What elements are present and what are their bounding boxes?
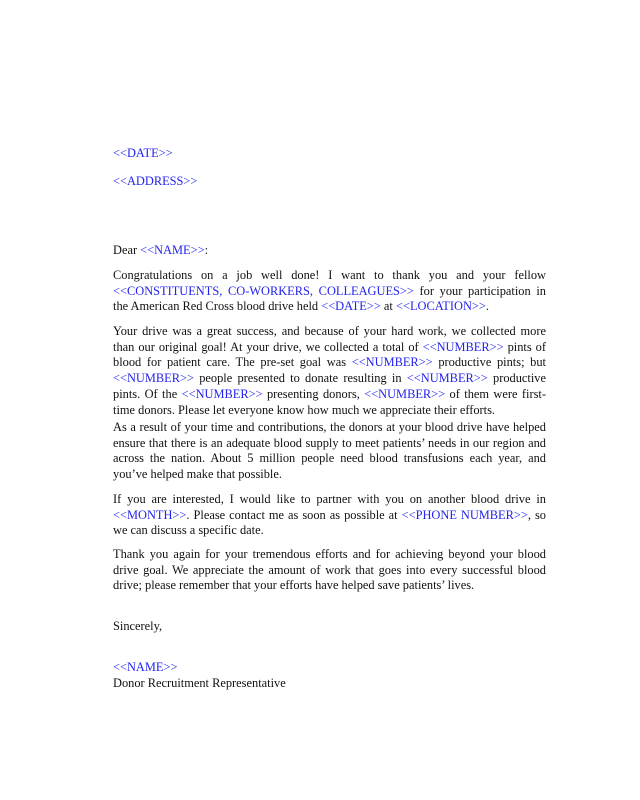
date-placeholder: <<DATE>> (113, 146, 173, 160)
p4-line-2: <<MONTH>>. Please contact me as soon as possible at <<PHONE NUMBER>>, so (113, 507, 546, 522)
number-placeholder: <<NUMBER>> (181, 386, 263, 401)
paragraph-contributions (113, 420, 546, 483)
salutation-name-placeholder: <<NAME>> (140, 243, 205, 257)
address-placeholder: <<ADDRESS>> (113, 174, 198, 188)
number-placeholder: <<NUMBER>> (351, 355, 433, 370)
p1-line-3: the American Red Cross blood drive held <<DATE>> at <<LOCATION>>. (113, 299, 489, 314)
p1-line-2: <<CONSTITUENTS, CO-WORKERS, COLLEAGUES>> for your participation in (113, 283, 546, 298)
number-placeholder: <<NUMBER>> (406, 371, 488, 386)
p2-line-4: <<NUMBER>> people presented to donate resulting in <<NUMBER>> productive (113, 371, 546, 386)
number-placeholder: <<NUMBER>> (422, 339, 504, 354)
p2-line-2: than our original goal! At your drive, we collected a total of <<NUMBER>> pints of (113, 339, 546, 354)
p3-line-2: ensure that there is an adequate blood supply to meet patients’ needs in our region and (113, 435, 546, 450)
p2-line-1: Your drive was a great success, and because of your hard work, we collected more (113, 324, 546, 338)
phone-number-placeholder: <<PHONE NUMBER>> (401, 507, 528, 522)
address-line (113, 174, 546, 190)
p4-line-1: If you are interested, I would like to partner with you on another blood drive in (113, 492, 546, 506)
signer-name-placeholder: <<NAME>> (113, 660, 178, 674)
p3-line-4: you’ve helped make that possible. (113, 467, 282, 482)
p5-line-1: Thank you again for your tremendous efforts and for achieving beyond your blood (113, 547, 546, 561)
paragraph-partner (113, 492, 546, 539)
p5-line-2: drive goal. We appreciate the amount of work that goes into every successful blood (113, 562, 546, 577)
p2-line-6: time donors. Please let everyone know how much we appreciate their efforts. (113, 402, 496, 417)
number-placeholder: <<NUMBER>> (113, 371, 194, 386)
signer-title: Donor Recruitment Representative (113, 675, 286, 690)
number-placeholder: <<NUMBER>> (364, 386, 446, 401)
paragraph-results (113, 324, 546, 418)
month-placeholder: <<MONTH>> (113, 507, 187, 522)
signature-block (113, 660, 546, 691)
location-placeholder: <<LOCATION>> (395, 299, 486, 314)
p2-line-3: blood for patient care. The pre-set goal was <<NUMBER>> productive pints; but (113, 355, 546, 370)
salutation (113, 243, 546, 259)
closing: Sincerely, (113, 619, 163, 633)
salutation-suffix: : (204, 243, 209, 257)
p5-line-3: drive; please remember that your efforts have helped save patients’ lives. (113, 578, 475, 593)
salutation-prefix: Dear (113, 243, 141, 257)
constituents-placeholder: <<CONSTITUENTS, CO-WORKERS, COLLEAGUES>> (113, 283, 414, 298)
p4-line-3: we can discuss a specific date. (113, 523, 264, 538)
drive-date-placeholder: <<DATE>> (321, 299, 381, 314)
paragraph-congratulations (113, 268, 546, 315)
p2-line-5: pints. Of the <<NUMBER>> presenting donors, <<NUMBER>> of them were first- (113, 386, 546, 401)
date-line (113, 146, 546, 162)
p1-line-1: Congratulations on a job well done! I want to thank you and your fellow (113, 268, 546, 282)
p3-line-3: across the nation. About 5 million people need blood transfusions each year, and (113, 451, 546, 466)
paragraph-thanks (113, 547, 546, 594)
p3-line-1: As a result of your time and contributions, the donors at your blood drive have helped (113, 420, 546, 434)
